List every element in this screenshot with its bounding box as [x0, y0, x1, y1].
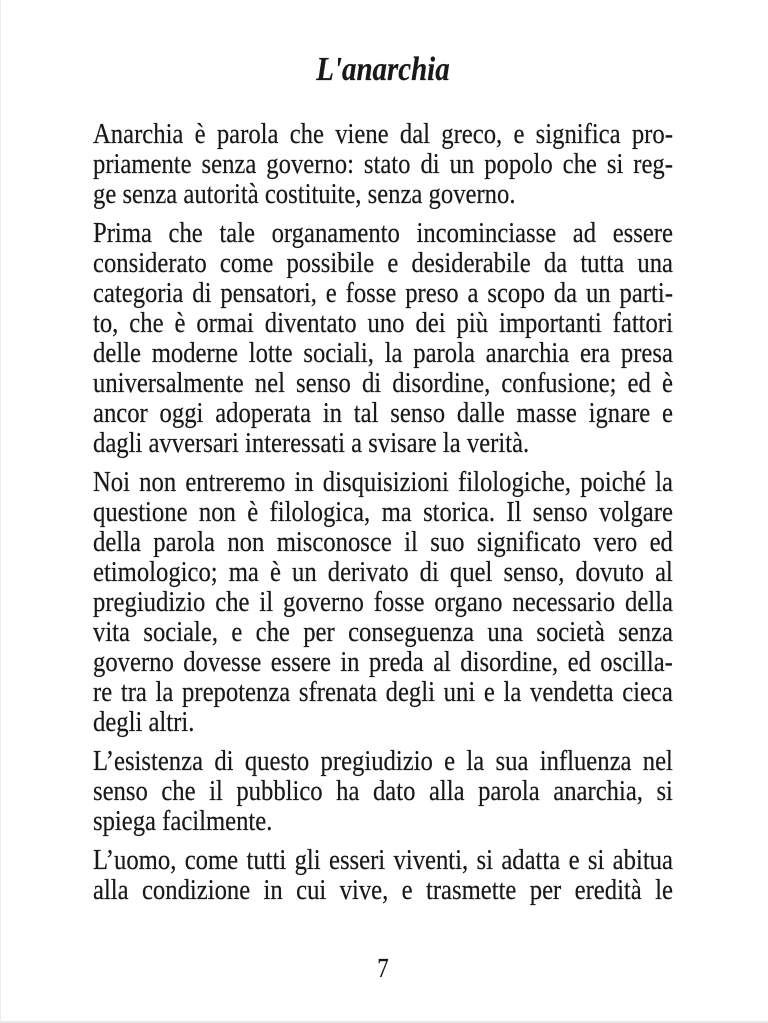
page-number: 7: [377, 953, 389, 983]
text-line: Noi non entreremo in disquisizioni filologiche, poiché la: [93, 466, 673, 498]
paragraph: [93, 845, 673, 905]
paragraph: [93, 218, 673, 458]
text-line: governo dovesse essere in preda al disordine, ed oscilla-: [93, 646, 673, 678]
text-line: della parola non misconosce il suo significato vero ed: [93, 526, 673, 558]
text-line: L’uomo, come tutti gli esseri viventi, si adatta e si abitua: [93, 844, 673, 876]
text-line: re tra la prepotenza sfrenata degli uni e la vendetta cieca: [93, 676, 673, 708]
text-line: degli altri.: [93, 706, 195, 738]
text-line: delle moderne lotte sociali, la parola anarchia era presa: [93, 337, 673, 369]
text-line: spiega facilmente.: [93, 805, 273, 837]
text-line: pregiudizio che il governo fosse organo necessario della: [93, 586, 673, 618]
text-line: vita sociale, e che per conseguenza una società senza: [93, 616, 673, 648]
text-line: etimologico; ma è un derivato di quel senso, dovuto al: [93, 556, 673, 588]
text-line: ge senza autorità costituite, senza governo.: [93, 178, 516, 210]
paragraph: [93, 119, 673, 209]
text-line: categoria di pensatori, e fosse preso a scopo da un parti-: [93, 277, 673, 309]
paragraph: [93, 746, 673, 836]
chapter-title: L'anarchia: [316, 51, 450, 88]
text-line: Prima che tale organamento incominciasse ad essere: [93, 217, 673, 249]
body-text: [93, 119, 673, 905]
text-line: alla condizione in cui vive, e trasmette per eredità le: [93, 874, 673, 906]
text-line: ancor oggi adoperata in tal senso dalle masse ignare e: [93, 397, 673, 429]
text-column: [93, 50, 673, 983]
text-line: dagli avversari interessati a svisare la verità.: [93, 427, 530, 459]
text-line: questione non è filologica, ma storica. Il senso volgare: [93, 496, 673, 528]
text-line: L’esistenza di questo pregiudizio e la sua influenza nel: [93, 745, 673, 777]
text-line: universalmente nel senso di disordine, confusione; ed è: [93, 367, 673, 399]
text-line: considerato come possibile e desiderabile da tutta una: [93, 247, 673, 279]
text-line: priamente senza governo: stato di un popolo che si reg-: [93, 148, 673, 180]
paragraph: [93, 467, 673, 737]
text-line: senso che il pubblico ha dato alla parola anarchia, si: [93, 775, 673, 807]
text-line: Anarchia è parola che viene dal greco, e significa pro-: [93, 118, 673, 150]
text-line: to, che è ormai diventato uno dei più importanti fattori: [93, 307, 673, 339]
